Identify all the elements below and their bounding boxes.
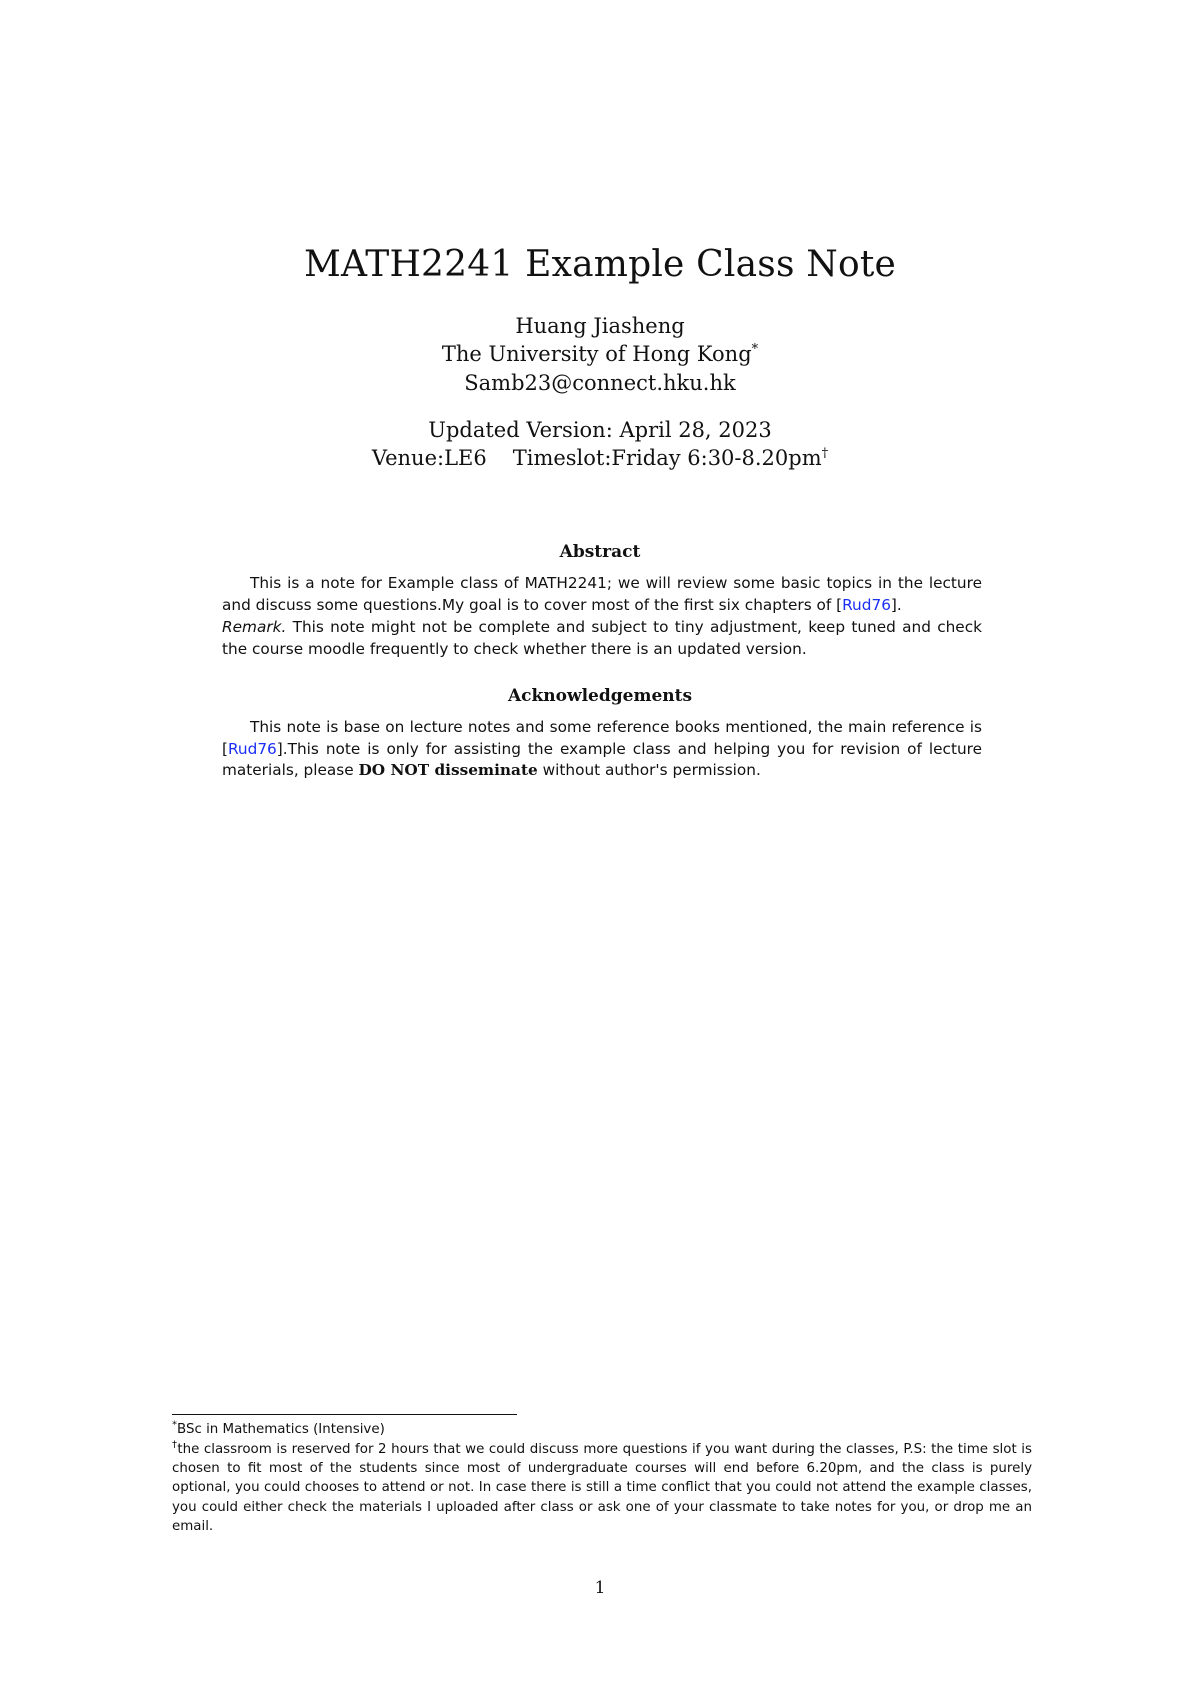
document-title: MATH2241 Example Class Note [303, 244, 897, 285]
abstract-text-a: This is a note for Example class of MATH2241; we will review some basic topics in the lecture and discuss some questions.My goal is to cover most of the first six chapters of [ [222, 574, 982, 614]
footnote-2 [172, 1440, 1032, 1536]
footnote-2-text: the classroom is reserved for 2 hours that we could discuss more questions if you want during the classes, P.S: the time slot is chosen to fit most of the students since most of undergraduate courses will end before 6.20pm, and the class is purely optional, you could chooses to attend or not. In case there is still a time conflict that you could not attend the example classes, you could either check the materials I uploaded after class or ask one of your classmate to take notes for you, or drop me an email. [172, 1442, 1032, 1534]
page-number: 1 [594, 1578, 606, 1598]
footnote-1 [172, 1420, 1032, 1439]
version-line: Updated Version: April 28, 2023 [428, 418, 772, 442]
author-name: Huang Jiasheng [515, 314, 685, 338]
venue: Venue:LE6 [371, 446, 487, 470]
acknowledgements-heading: Acknowledgements [507, 686, 693, 706]
remark-text: This note might not be complete and subject to tiny adjustment, keep tuned and check the course moodle frequently to check whether there is an updated version. [222, 618, 982, 658]
author-affiliation [0, 342, 1200, 366]
citation-link-rud76-ack[interactable]: Rud76 [227, 739, 277, 758]
footnote-1-mark: * [172, 1419, 177, 1431]
affiliation-text: The University of Hong Kong [441, 342, 752, 366]
author-email: Samb23@connect.hku.hk [464, 371, 736, 395]
footnote-divider [172, 1414, 517, 1415]
timeslot-footnote-mark[interactable]: † [821, 446, 829, 461]
ack-text-b: ].This note is only for assisting the example class and helping you for revision of lecture materials, please [222, 739, 982, 779]
acknowledgements-paragraph [222, 717, 982, 782]
abstract-heading: Abstract [559, 542, 641, 562]
timeslot: Timeslot:Friday 6:30-8.20pm [512, 446, 822, 470]
citation-link-rud76[interactable]: Rud76 [842, 595, 891, 614]
footnote-2-mark: † [172, 1439, 178, 1451]
ack-text-a: This note is base on lecture notes and some reference books mentioned, the main reference is [ [222, 718, 982, 758]
ack-bold-warning: DO NOT disseminate [358, 761, 538, 779]
remark-label: Remark. [222, 618, 287, 636]
footnote-1-text: BSc in Mathematics (Intensive) [177, 1422, 385, 1437]
affiliation-footnote-mark[interactable]: * [751, 342, 759, 357]
ack-text-c: without author's permission. [537, 761, 761, 779]
abstract-paragraph [222, 573, 982, 616]
remark-paragraph [222, 617, 982, 660]
abstract-text-b: ]. [890, 595, 902, 614]
venue-timeslot-line [0, 446, 1200, 470]
